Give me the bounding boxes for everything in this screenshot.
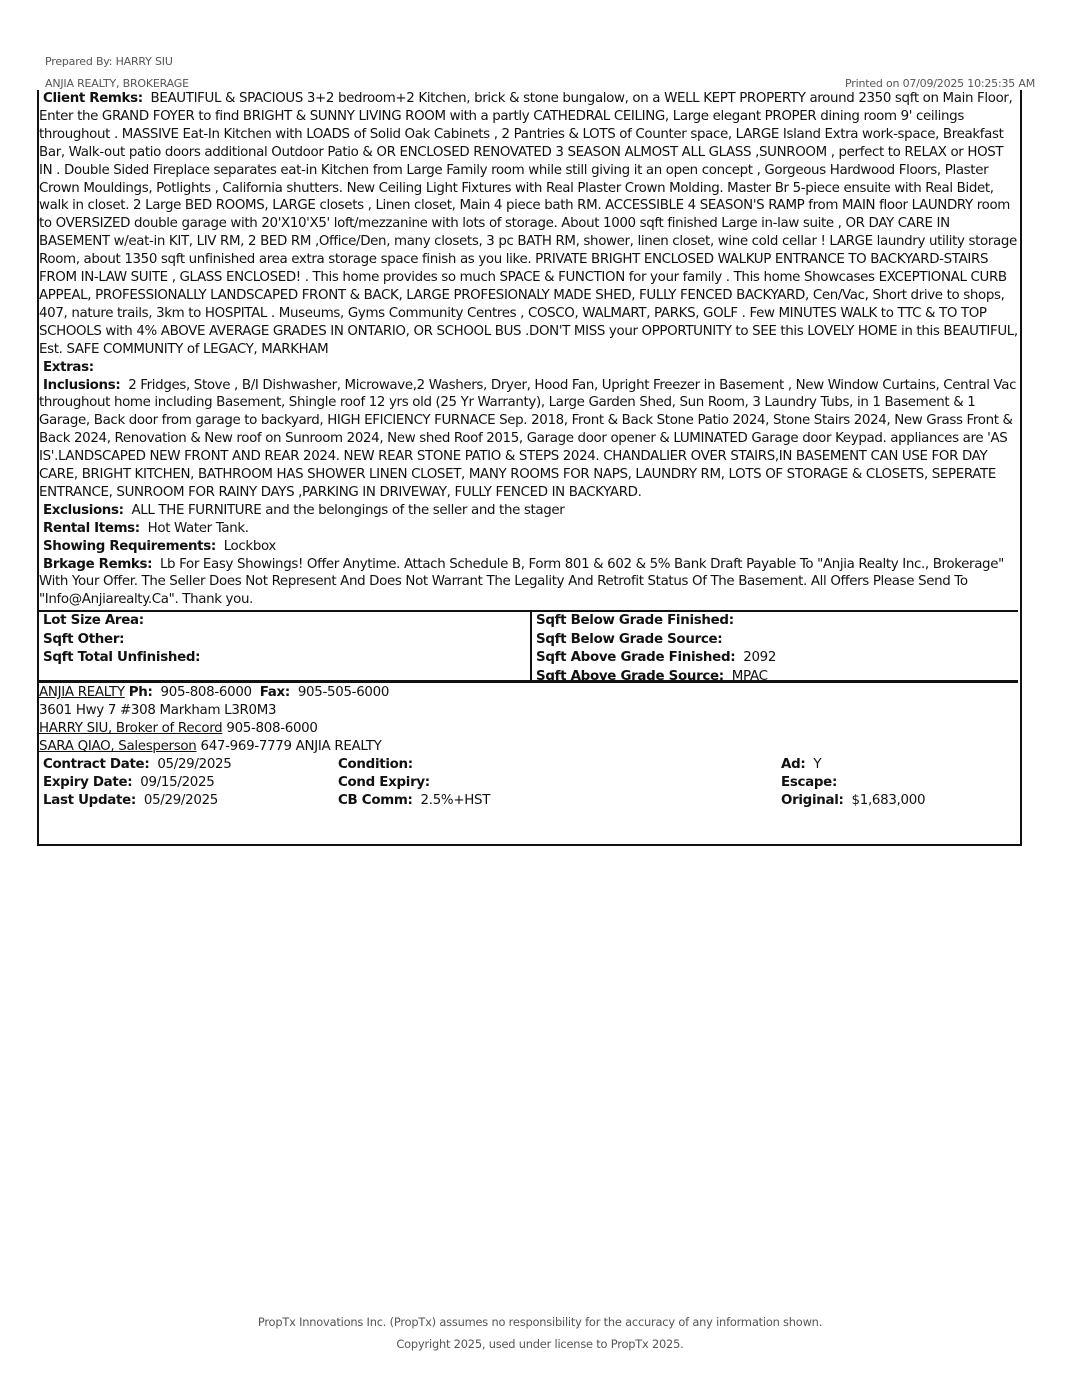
showing-requirements-label: Showing Requirements: bbox=[43, 538, 216, 554]
printed-timestamp: Printed on 07/09/2025 10:25:35 AM bbox=[845, 77, 1035, 90]
inclusions-text: 2 Fridges, Stove , B/I Dishwasher, Microwave,2 Washers, Dryer, Hood Fan, Upright Freezer in Basement , New Window Curtains, Central Vac throughout home including Basement, Shingle roof 12 yrs old (25 Yr Warranty), Large Garden Shed, Sun Room, 3 Laundry Tubs, in 1 Basement & 1 Garage, Back door from garage to backyard, HIGH EFICIENCY FURNACE Sep. 2018, Front & Back Stone Patio 2024, Stone Stairs 2024, New Grass Front & Back 2024, Renovation & New roof on Sunroom 2024, New shed Roof 2015, Garage door opener & LUMINATED Garage door Keypad. appliances are 'AS IS'.LANDSCAPED NEW FRONT AND REAR 2024. NEW REAR STONE PATIO & STEPS 2024. CHANDALIER OVER STAIRS,IN BASEMENT CAN USE FOR DAY CARE, BRIGHT KITCHEN, BATHROOM HAS SHOWER LINEN CLOSET, MANY ROOMS FOR NAPS, LAUNDRY RM, LOTS OF STORAGE & CLOSETS, SEPERATE ENTRANCE, SUNROOM FOR RAINY DAYS ,PARKING IN DRIVEWAY, FULLY FENCED IN BACKYARD. bbox=[39, 377, 1017, 500]
ad-value: Y bbox=[813, 757, 822, 773]
salesperson-line bbox=[39, 738, 1020, 756]
dates-row-1 bbox=[39, 756, 1020, 774]
below-grade-finished-label: Sqft Below Grade Finished: bbox=[536, 613, 734, 629]
phone-label: Ph: bbox=[128, 685, 153, 701]
expiry-date-value: 09/15/2025 bbox=[140, 775, 215, 791]
cond-expiry-label: Cond Expiry: bbox=[338, 775, 430, 791]
below-grade-source-label: Sqft Below Grade Source: bbox=[536, 631, 723, 647]
sqft-total-unfinished-label: Sqft Total Unfinished: bbox=[43, 650, 201, 666]
client-remarks-text: BEAUTIFUL & SPACIOUS 3+2 bedroom+2 Kitchen, brick & stone bungalow, on a WELL KEPT PROPERTY around 2350 sqft on Main Floor, Enter the GRAND FOYER to find BRIGHT & SUNNY LIVING ROOM with a partly CATHEDRAL CEILING, Large elegant PROPER dining room 9' ceilings throughout . MASSIVE Eat-In Kitchen with LOADS of Solid Oak Cabinets , 2 Pantries & LOTS of Counter space, LARGE Island Extra work-space, Breakfast Bar, Walk-out patio doors additional Outdoor Patio & OR ENCLOSED RENOVATED 3 SEASON ALMOST ALL GLASS ,SUNROOM , perfect to RELAX or HOST IN . Double Sided Fireplace separates eat-in Kitchen from Large Family room while still giving it an open concept , Gorgeous Hardwood Floors, Plaster Crown Mouldings, Potlights , California shutters. New Ceiling Light Fixtures with Real Plaster Crown Molding. Master Br 5-piece ensuite with Real Bidet, walk in closet. 2 Large BED ROOMS, LARGE closets , Linen closet, Main 4 piece bath RM. ACCESSIBLE 4 SEASON'S RAMP from MAIN floor LAUNDRY room to OVERSIZED double garage with 20'X10'X5' loft/mezzanine with lots of storage. About 1000 sqft finished Large in-law suite , OR DAY CARE IN BASEMENT w/eat-in KIT, LIV RM, 2 BED RM ,Office/Den, many closets, 3 pc BATH RM, shower, linen closet, wine cold cellar ! LARGE laundry utility storage Room, about 1350 sqft unfinished area extra storage space finish as you like. PRIVATE BRIGHT ENCLOSED WALKUP ENTRANCE TO BACKYARD-STAIRS FROM IN-LAW SUITE , GLASS ENCLOSED! . This home provides so much SPACE & FUNCTION for your family . This home Showcases EXCEPTIONAL CURB APPEAL, PROFESSIONALLY LANDSCAPED FRONT & BACK, LARGE PROFESIONALY MADE SHED, FULLY FENCED BACKYARD, Cen/Vac, Short drive to shops, 407, nature trails, 3km to HOSPITAL . Museums, Gyms Community Centres , COSCO, WALMART, PARKS, GOLF . Few MINUTES WALK to TTC & TO TOP SCHOOLS with 4% ABOVE AVERAGE GRADES IN ONTARIO, OR SCHOOL BUS .DON'T MISS your OPPORTUNITY to SEE this LOVELY HOME in this BEAUTIFUL, Est. SAFE COMMUNITY of LEGACY, MARKHAM bbox=[39, 91, 1018, 357]
original-price-label: Original: bbox=[781, 793, 844, 809]
fax-value: 905-505-6000 bbox=[297, 685, 390, 701]
salesperson-info: 647-969-7779 ANJIA REALTY bbox=[200, 739, 382, 755]
rental-items bbox=[39, 520, 1019, 538]
broker-line bbox=[39, 720, 1020, 738]
above-grade-source-value: MPAC bbox=[731, 668, 768, 684]
exclusions-label: Exclusions: bbox=[43, 502, 124, 518]
sqft-right-column bbox=[532, 612, 1018, 684]
showing-requirements bbox=[39, 538, 1019, 556]
above-grade-finished-label: Sqft Above Grade Finished: bbox=[536, 650, 736, 666]
dates-row-3 bbox=[39, 792, 1020, 810]
prepared-by: Prepared By: HARRY SIU bbox=[45, 55, 173, 68]
brokerage-line bbox=[39, 684, 1020, 702]
extras-label: Extras: bbox=[43, 359, 94, 375]
client-remarks-label: Client Remks: bbox=[43, 91, 143, 106]
sqft-other-label: Sqft Other: bbox=[43, 631, 125, 647]
brokerage-remarks-text: Lb For Easy Showings! Offer Anytime. Attach Schedule B, Form 801 & 602 & 5% Bank Draft Payable To "Anjia Realty Inc., Brokerage" With Your Offer. The Seller Does Not Represent And Does Not Warrant The Legality And Retrofit Status Of The Basement. All Offers Please Send To "Info@Anjiarealty.Ca". Thank you. bbox=[39, 556, 1004, 608]
listing-detail-box bbox=[37, 90, 1022, 846]
escape-label: Escape: bbox=[781, 775, 838, 791]
brokerage-remarks bbox=[39, 556, 1019, 610]
exclusions-text: ALL THE FURNITURE and the belongings of the seller and the stager bbox=[131, 502, 565, 518]
original-price-value: $1,683,000 bbox=[851, 793, 926, 809]
above-grade-source-label: Sqft Above Grade Source: bbox=[536, 668, 724, 684]
ad-label: Ad: bbox=[781, 757, 806, 773]
remarks-section bbox=[39, 90, 1020, 609]
client-remarks bbox=[39, 90, 1019, 359]
exclusions bbox=[39, 502, 1019, 520]
dates-row-2 bbox=[39, 774, 1020, 792]
rental-items-text: Hot Water Tank. bbox=[147, 520, 249, 536]
phone-value: 905-808-6000 bbox=[160, 685, 252, 701]
brokerage-remarks-label: Brkage Remks: bbox=[43, 556, 153, 572]
broker-link[interactable]: HARRY SIU, Broker of Record bbox=[39, 721, 223, 737]
disclaimer-text: PropTx Innovations Inc. (PropTx) assumes no responsibility for the accuracy of any information shown. bbox=[257, 1315, 823, 1329]
extras bbox=[39, 359, 1019, 377]
brokerage-link[interactable]: ANJIA REALTY bbox=[39, 685, 125, 701]
broker-phone: 905-808-6000 bbox=[226, 721, 318, 737]
contract-date-value: 05/29/2025 bbox=[157, 757, 232, 773]
footer bbox=[0, 1311, 1080, 1355]
brokerage-address: 3601 Hwy 7 #308 Markham L3R0M3 bbox=[39, 703, 277, 719]
last-update-label: Last Update: bbox=[43, 793, 136, 809]
condition-label: Condition: bbox=[338, 757, 413, 773]
contract-date-label: Contract Date: bbox=[43, 757, 150, 773]
inclusions-label: Inclusions: bbox=[43, 377, 121, 393]
inclusions bbox=[39, 377, 1019, 502]
brokerage-name: ANJIA REALTY, BROKERAGE bbox=[45, 77, 189, 90]
sqft-left-column bbox=[39, 612, 532, 680]
cb-comm-label: CB Comm: bbox=[338, 793, 413, 809]
salesperson-link[interactable]: SARA QIAO, Salesperson bbox=[39, 739, 197, 755]
fax-label: Fax: bbox=[259, 685, 290, 701]
last-update-value: 05/29/2025 bbox=[143, 793, 219, 809]
copyright-text: Copyright 2025, used under license to PropTx 2025. bbox=[396, 1337, 684, 1351]
above-grade-finished-value: 2092 bbox=[743, 650, 777, 666]
sqft-table bbox=[39, 610, 1018, 683]
agent-section bbox=[39, 683, 1020, 810]
lot-size-label: Lot Size Area: bbox=[43, 613, 144, 629]
showing-requirements-text: Lockbox bbox=[223, 538, 276, 554]
rental-items-label: Rental Items: bbox=[43, 520, 140, 536]
expiry-date-label: Expiry Date: bbox=[43, 775, 133, 791]
cb-comm-value: 2.5%+HST bbox=[420, 793, 491, 809]
